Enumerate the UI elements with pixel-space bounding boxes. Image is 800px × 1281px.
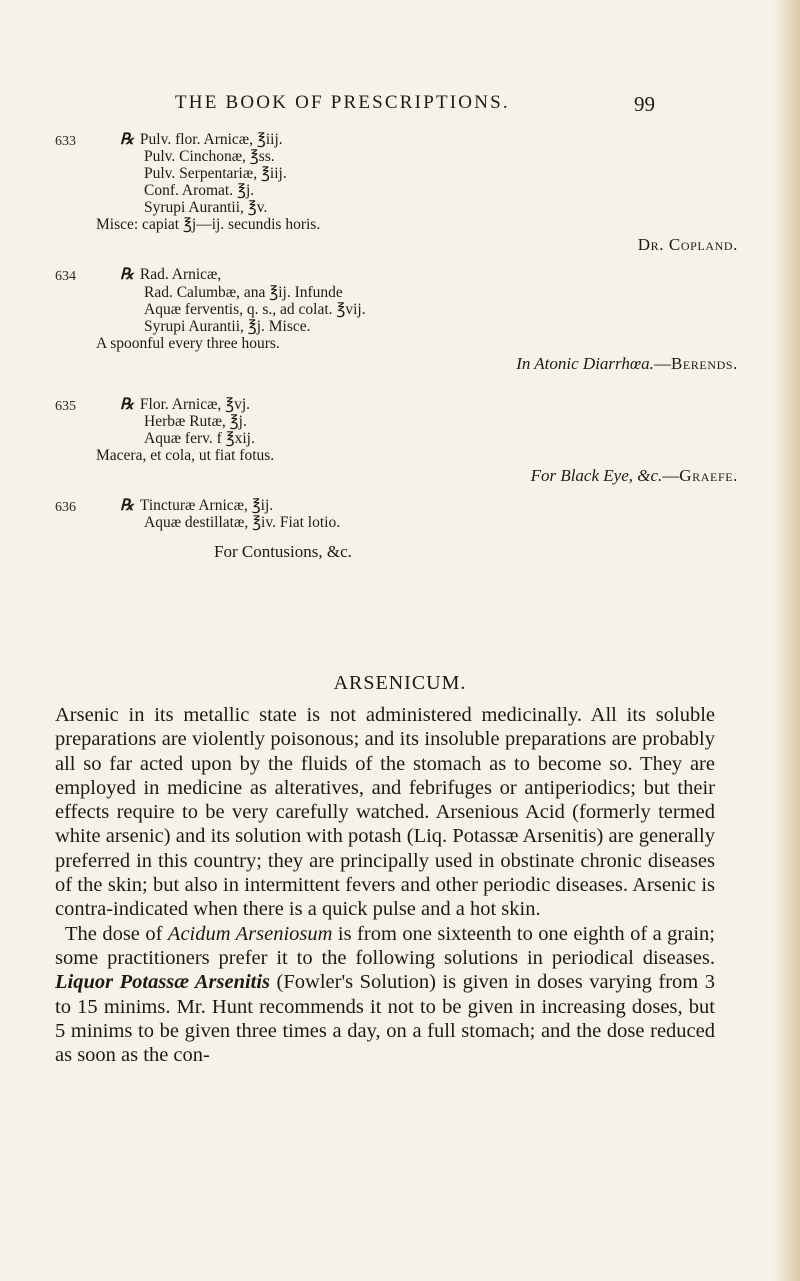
prescription-number: 634 <box>55 269 76 284</box>
rx-line: Aquæ ferventis, q. s., ad colat. ℥vij. <box>144 301 366 318</box>
running-head-title: THE BOOK OF PRESCRIPTIONS. <box>175 92 510 113</box>
page-number: 99 <box>634 92 655 116</box>
prescription-number: 636 <box>55 500 76 515</box>
rx-line: Aquæ destillatæ, ℥iv. Fiat lotio. <box>144 514 341 531</box>
rx-use: For Black Eye, &c. <box>530 466 663 485</box>
rx-use: For Contusions, &c. <box>214 542 352 561</box>
rx-line: Conf. Aromat. ℥j. <box>144 182 255 199</box>
rx-use: In Atonic Diarrhœa. <box>516 354 654 373</box>
rx-directions: A spoonful every three hours. <box>96 335 280 352</box>
paragraph: The dose of Acidum Arseniosum is from one sixteenth to one eighth of a grain; some practitioners prefer it to the following solutions in periodical diseases. Liquor Potassæ Arsenitis (Fowler's Solution) is given in doses varying from 3 to 15 minims. Mr. Hunt recommends it not to be given in increasing doses, but 5 minims to be given three times a day, on a full stomach; and the dose reduced as soon as the con- <box>55 922 716 1067</box>
rx-line: Rad. Calumbæ, ana ℥ij. Infunde <box>144 284 343 301</box>
rx-line: Rad. Arnicæ, <box>139 266 222 283</box>
prescription-number: 633 <box>55 134 76 149</box>
body-text <box>55 703 715 1067</box>
rx-attribution: Dr. Copland. <box>637 235 738 254</box>
rx-use-and-attribution: In Atonic Diarrhœa.—Berends. <box>516 354 738 373</box>
recipe-symbol: ℞ <box>120 396 134 413</box>
rx-attribution: Berends. <box>670 354 738 373</box>
rx-line: Aquæ ferv. f ℥xij. <box>144 430 255 447</box>
paragraph: Arsenic in its metallic state is not administered medicinally. All its soluble preparations are violently poisonous; and its insoluble preparations are probably all so far acted upon by the fluids of the stomach as to become so. They are employed in medicine as alteratives, and febrifuges or antiperiodics; but their effects require to be very carefully watched. Arsenious Acid (formerly termed white arsenic) and its solution with potash (Liq. Potassæ Arsenitis) are generally preferred in this country; they are principally used in obstinate chronic diseases of the skin; but also in intermittent fevers and other periodic diseases. Arsenic is contra-indicated when there is a quick pulse and a hot skin. <box>55 704 715 921</box>
rx-line: Tincturæ Arnicæ, ℥ij. <box>139 497 274 514</box>
rx-line: Pulv. Serpentariæ, ℥iij. <box>144 165 287 182</box>
rx-attribution: Graefe. <box>679 466 738 485</box>
rx-line: Syrupi Aurantii, ℥j. Misce. <box>144 318 311 335</box>
rx-directions: Misce: capiat ℥j—ij. secundis horis. <box>96 216 321 233</box>
recipe-symbol: ℞ <box>120 266 134 283</box>
rx-line: Pulv. Cinchonæ, ℥ss. <box>144 148 275 165</box>
rx-line: Herbæ Rutæ, ℥j. <box>144 413 247 430</box>
rx-line: Pulv. flor. Arnicæ, ℥iij. <box>139 131 283 148</box>
prescription-number: 635 <box>55 399 76 414</box>
page-edge-shadow <box>772 0 800 1281</box>
rx-directions: Macera, et cola, ut fiat fotus. <box>96 447 275 464</box>
rx-line: Syrupi Aurantii, ℥v. <box>144 199 268 216</box>
rx-line: Flor. Arnicæ, ℥vj. <box>139 396 251 413</box>
recipe-symbol: ℞ <box>120 497 134 514</box>
recipe-symbol: ℞ <box>120 131 134 148</box>
section-heading: ARSENICUM. <box>333 672 467 694</box>
rx-use-and-attribution: For Black Eye, &c.—Graefe. <box>530 466 738 485</box>
